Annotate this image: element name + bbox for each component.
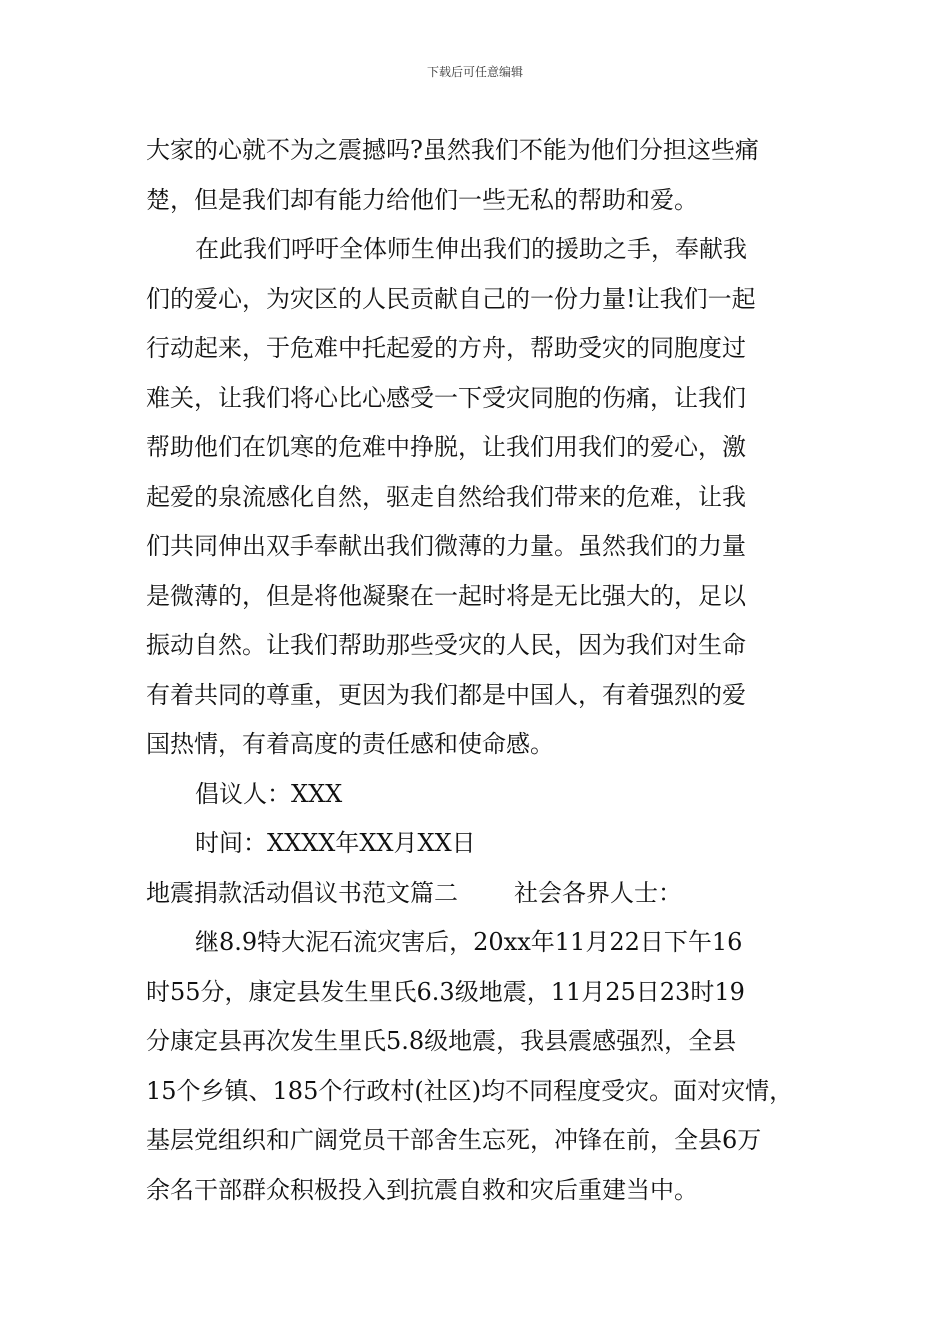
paragraph-line: 大家的心就不为之震撼吗?虽然我们不能为他们分担这些痛	[146, 136, 759, 164]
proposer-line: 倡议人：XXX	[195, 779, 343, 808]
paragraph-line: 们的爱心，为灾区的人民贡献自己的一份力量!让我们一起	[146, 284, 756, 313]
section-salutation: 社会各界人士：	[514, 878, 682, 907]
paragraph-line: 楚，但是我们却有能力给他们一些无私的帮助和爱。	[146, 185, 698, 214]
page-header: 下载后可任意编辑	[426, 65, 523, 79]
date-line: 时间：XXXX年XX月XX日	[195, 829, 476, 857]
document-body	[146, 126, 826, 1215]
paragraph-line: 时55分，康定县发生里氏6.3级地震，11月25日23时19	[146, 977, 745, 1006]
paragraph-line: 基层党组织和广阔党员干部舍生忘死，冲锋在前，全县6万	[146, 1126, 762, 1154]
paragraph-line: 分康定县再次发生里氏5.8级地震，我县震感强烈，全县	[146, 1027, 737, 1055]
paragraph-line: 难关，让我们将心比心感受一下受灾同胞的伤痛，让我们	[146, 383, 746, 412]
paragraph-line: 余名干部群众积极投入到抗震自救和灾后重建当中。	[146, 1175, 698, 1204]
section-heading-line	[146, 869, 826, 919]
paragraph-line: 们共同伸出双手奉献出我们微薄的力量。虽然我们的力量	[146, 532, 746, 560]
paragraph-line: 帮助他们在饥寒的危难中挣脱，让我们用我们的爱心，激	[146, 433, 746, 461]
paragraph-line: 行动起来，于危难中托起爱的方舟，帮助受灾的同胞度过	[146, 334, 746, 362]
paragraph-line: 继8.9特大泥石流灾害后，20xx年11月22日下午16	[195, 928, 743, 956]
paragraph-line: 起爱的泉流感化自然，驱走自然给我们带来的危难，让我	[146, 482, 746, 511]
paragraph-line: 国热情，有着高度的责任感和使命感。	[146, 730, 554, 758]
paragraph-line: 有着共同的尊重，更因为我们都是中国人，有着强烈的爱	[146, 680, 746, 709]
paragraph-line: 在此我们呼吁全体师生伸出我们的援助之手，奉献我	[195, 235, 747, 263]
paragraph-line: 振动自然。让我们帮助那些受灾的人民，因为我们对生命	[146, 631, 746, 659]
paragraph-line: 是微薄的，但是将他凝聚在一起时将是无比强大的，足以	[146, 581, 746, 610]
paragraph-line: 15个乡镇、185个行政村(社区)均不同程度受灾。面对灾情，	[146, 1076, 794, 1105]
section-title: 地震捐款活动倡议书范文篇二	[146, 878, 458, 907]
